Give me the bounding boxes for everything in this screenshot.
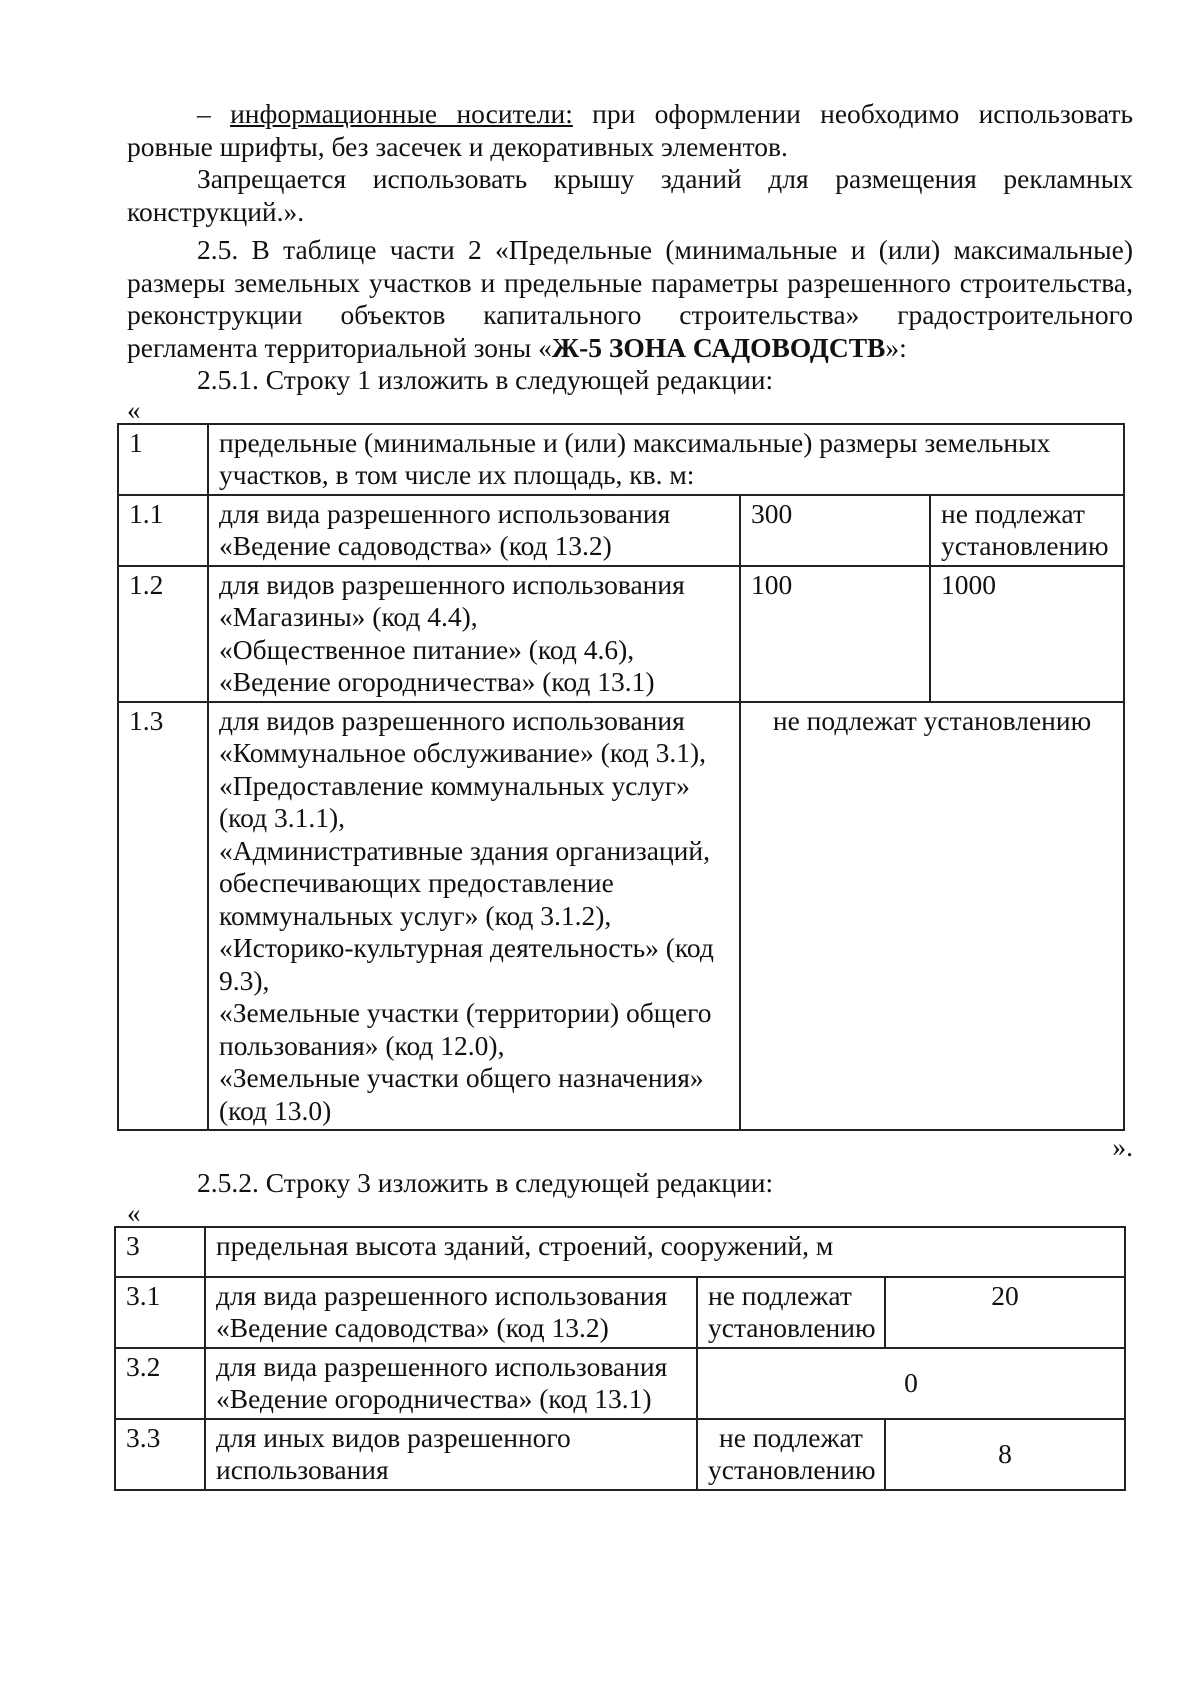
table-row-1 bbox=[117, 423, 1125, 1132]
section-lead: 2.5. В таблице части 2 «Предельные (минимальные и (или) максимальные) размеры земельных участков и предельные параметры разрешенного строительства, реконструкции объектов капитального строительства» градостроительного регламента территориальной зоны « bbox=[127, 234, 1133, 363]
dash: – bbox=[197, 98, 231, 129]
cell-text: для вида разрешенного использования «Ведение садоводства» (код 13.2) bbox=[205, 1277, 697, 1348]
cell-num: 1.1 bbox=[118, 495, 208, 566]
cell-text: для иных видов разрешенного использования bbox=[205, 1419, 697, 1490]
cell-num: 3.3 bbox=[115, 1419, 205, 1490]
sub1-close-quote: ». bbox=[1112, 1131, 1133, 1162]
table-row bbox=[115, 1348, 1125, 1419]
cell-min: 100 bbox=[740, 566, 930, 702]
table-row bbox=[115, 1419, 1125, 1490]
section-tail: »: bbox=[885, 331, 907, 363]
cell-min: не подлежат установлению bbox=[697, 1419, 885, 1490]
cell-merged: не подлежат установлению bbox=[740, 702, 1124, 1131]
cell-max: 20 bbox=[885, 1277, 1125, 1348]
cell-max: 1000 bbox=[930, 566, 1124, 702]
sub2-open-quote: « bbox=[127, 1197, 141, 1228]
cell-min: не подлежат установлению bbox=[697, 1277, 885, 1348]
carrier-text: при оформлении необходимо использовать ровные шрифты, без засечек и декоративных элементов. bbox=[127, 98, 1134, 162]
sub1-open-quote: « bbox=[127, 394, 141, 425]
intro-carriers bbox=[127, 98, 1133, 163]
cell-text: для видов разрешенного использования «Коммунальное обслуживание» (код 3.1), «Предоставление коммунальных услуг» (код 3.1.1), «Административные здания организаций, обеспечивающих предоставление коммунальных услуг» (код 3.1.2), «Историко-культурная деятельность» (код 9.3), «Земельные участки (территории) общего пользования» (код 12.0), «Земельные участки общего назначения» (код 13.0) bbox=[208, 702, 740, 1131]
table-row bbox=[118, 566, 1124, 702]
document-page bbox=[127, 98, 1133, 1491]
cell-num: 3.1 bbox=[115, 1277, 205, 1348]
cell-num: 1 bbox=[118, 424, 208, 495]
zone-name: Ж-5 ЗОНА САДОВОДСТВ bbox=[551, 331, 886, 363]
cell-text: для видов разрешенного использования «Магазины» (код 4.4), «Общественное питание» (код 4.6), «Ведение огородничества» (код 13.1) bbox=[208, 566, 740, 702]
table-row bbox=[118, 702, 1124, 1131]
sub2-heading: 2.5.2. Строку 3 изложить в следующей редакции: bbox=[197, 1167, 774, 1198]
section-2-5 bbox=[127, 234, 1133, 364]
cell-merged: 0 bbox=[697, 1348, 1125, 1419]
cell-min: 300 bbox=[740, 495, 930, 566]
carrier-label: информационные носители: bbox=[230, 98, 573, 129]
cell-num: 3 bbox=[115, 1227, 205, 1277]
cell-max: 8 bbox=[885, 1419, 1125, 1490]
cell-max: не подлежат установлению bbox=[930, 495, 1124, 566]
table-header-row bbox=[115, 1227, 1125, 1277]
cell-text: для вида разрешенного использования «Ведение огородничества» (код 13.1) bbox=[205, 1348, 697, 1419]
cell-num: 1.2 bbox=[118, 566, 208, 702]
table-row bbox=[115, 1277, 1125, 1348]
table-row-3 bbox=[114, 1226, 1126, 1491]
intro-roof: Запрещается использовать крышу зданий для размещения рекламных конструкций.». bbox=[127, 163, 1133, 227]
cell-num: 3.2 bbox=[115, 1348, 205, 1419]
sub1-heading: 2.5.1. Строку 1 изложить в следующей редакции: bbox=[197, 364, 774, 395]
table-header-row bbox=[118, 424, 1124, 495]
table-row bbox=[118, 495, 1124, 566]
cell-text: предельные (минимальные и (или) максимальные) размеры земельных участков, в том числе их площадь, кв. м: bbox=[208, 424, 1124, 495]
cell-text: для вида разрешенного использования «Ведение садоводства» (код 13.2) bbox=[208, 495, 740, 566]
cell-text: предельная высота зданий, строений, сооружений, м bbox=[205, 1227, 1125, 1277]
cell-num: 1.3 bbox=[118, 702, 208, 1131]
